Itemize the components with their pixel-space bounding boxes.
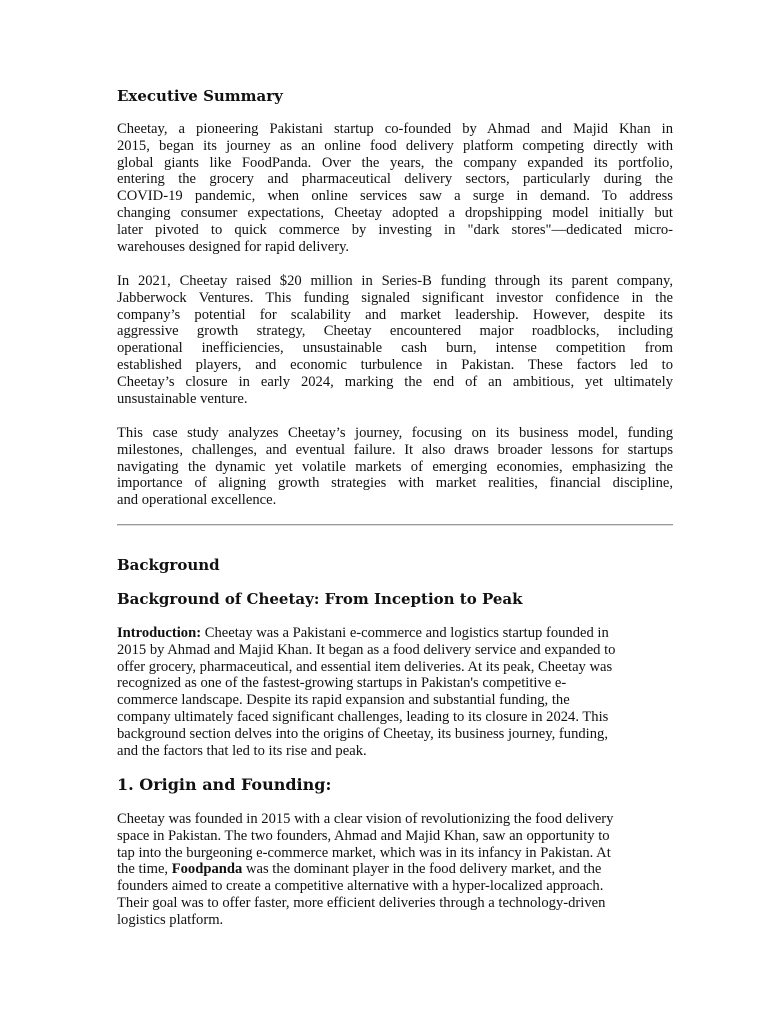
intro-line [117,625,673,642]
paragraph-line: Cheetay’s closure in early 2024, marking the end of an ambitious, yet ultimately [117,373,673,390]
foodpanda-bold: Foodpanda [171,861,243,878]
paragraph-line: global giants like FoodPanda. Over the years, the company expanded its portfolio, [117,154,673,171]
intro-line: commerce landscape. Despite its rapid expansion and substantial funding, the [117,692,570,709]
paragraph-line: operational inefficiencies, unsustainable cash burn, intense competition from [117,340,673,357]
origin-line: Their goal was to offer faster, more efficient deliveries through a technology-driven [117,894,606,911]
origin-line [117,861,673,878]
intro-line: offer grocery, pharmaceutical, and essential item deliveries. At its peak, Cheetay was [117,658,613,675]
paragraph-line: milestones, challenges, and eventual failure. It also draws broader lessons for startups [117,441,673,458]
paragraph-line: aggressive growth strategy, Cheetay encountered major roadblocks, including [117,323,673,340]
paragraph-line: In 2021, Cheetay raised $20 million in Series-B funding through its parent company, [117,273,673,289]
paragraph-line: changing consumer expectations, Cheetay adopted a dropshipping model initially but [117,204,673,221]
intro-line: background section delves into the origins of Cheetay, its business journey, funding, [117,725,608,742]
origin-text: the time, [117,861,172,878]
introduction-paragraph [117,625,673,759]
background-heading: Background [117,556,220,574]
exec-paragraph-2 [117,273,673,407]
intro-line: recognized as one of the fastest-growing startups in Pakistan's competitive e- [117,675,567,692]
paragraph-line: company’s potential for scalability and market leadership. However, despite its [117,306,673,323]
paragraph-line: This case study analyzes Cheetay’s journey, focusing on its business model, funding [117,425,673,441]
paragraph-line: and operational excellence. [117,492,277,509]
paragraph-line: established players, and economic turbulence in Pakistan. These factors led to [117,356,673,373]
intro-line: 2015 by Ahmad and Majid Khan. It began as a food delivery service and expanded to [117,641,616,658]
intro-text: Cheetay was a Pakistani e-commerce and logistics startup founded in [201,625,609,641]
introduction-label: Introduction: [117,625,202,641]
exec-paragraph-1 [117,121,673,255]
paragraph-line: 2015, began its journey as an online food delivery platform competing directly with [117,137,673,154]
origin-line: Cheetay was founded in 2015 with a clear vision of revolutionizing the food delivery [117,811,614,827]
intro-line: and the factors that led to its rise and peak. [117,742,367,759]
paragraph-line: later pivoted to quick commerce by investing in "dark stores"—dedicated micro- [117,221,673,238]
background-subheading: Background of Cheetay: From Inception to Peak [117,590,523,608]
origin-paragraph [117,811,673,929]
paragraph-line: COVID-19 pandemic, when online services saw a surge in demand. To address [117,188,673,205]
intro-line: company ultimately faced significant challenges, leading to its closure in 2024. This [117,708,609,725]
origin-line: space in Pakistan. The two founders, Ahmad and Majid Khan, saw an opportunity to [117,827,610,844]
paragraph-line: unsustainable venture. [117,390,248,407]
paragraph-line: warehouses designed for rapid delivery. [117,238,350,255]
origin-text: was the dominant player in the food delivery market, and the [245,861,602,878]
paragraph-line: importance of aligning growth strategies with market realities, financial discipline, [117,475,673,492]
origin-line: tap into the burgeoning e-commerce market, which was in its infancy in Pakistan. At [117,844,611,861]
paragraph-line: navigating the dynamic yet volatile markets of emerging economies, emphasizing the [117,458,673,475]
exec-paragraph-3 [117,425,673,509]
origin-line: logistics platform. [117,911,224,928]
paragraph-line: entering the grocery and pharmaceutical delivery sectors, particularly during the [117,171,673,188]
paragraph-line: Cheetay, a pioneering Pakistani startup co-founded by Ahmad and Majid Khan in [117,121,673,137]
origin-line: founders aimed to create a competitive alternative with a hyper-localized approach. [117,878,604,895]
section-divider [117,524,673,526]
paragraph-line: Jabberwock Ventures. This funding signaled significant investor confidence in the [117,289,673,306]
executive-summary-heading: Executive Summary [117,87,283,105]
origin-heading: 1. Origin and Founding: [117,775,332,794]
